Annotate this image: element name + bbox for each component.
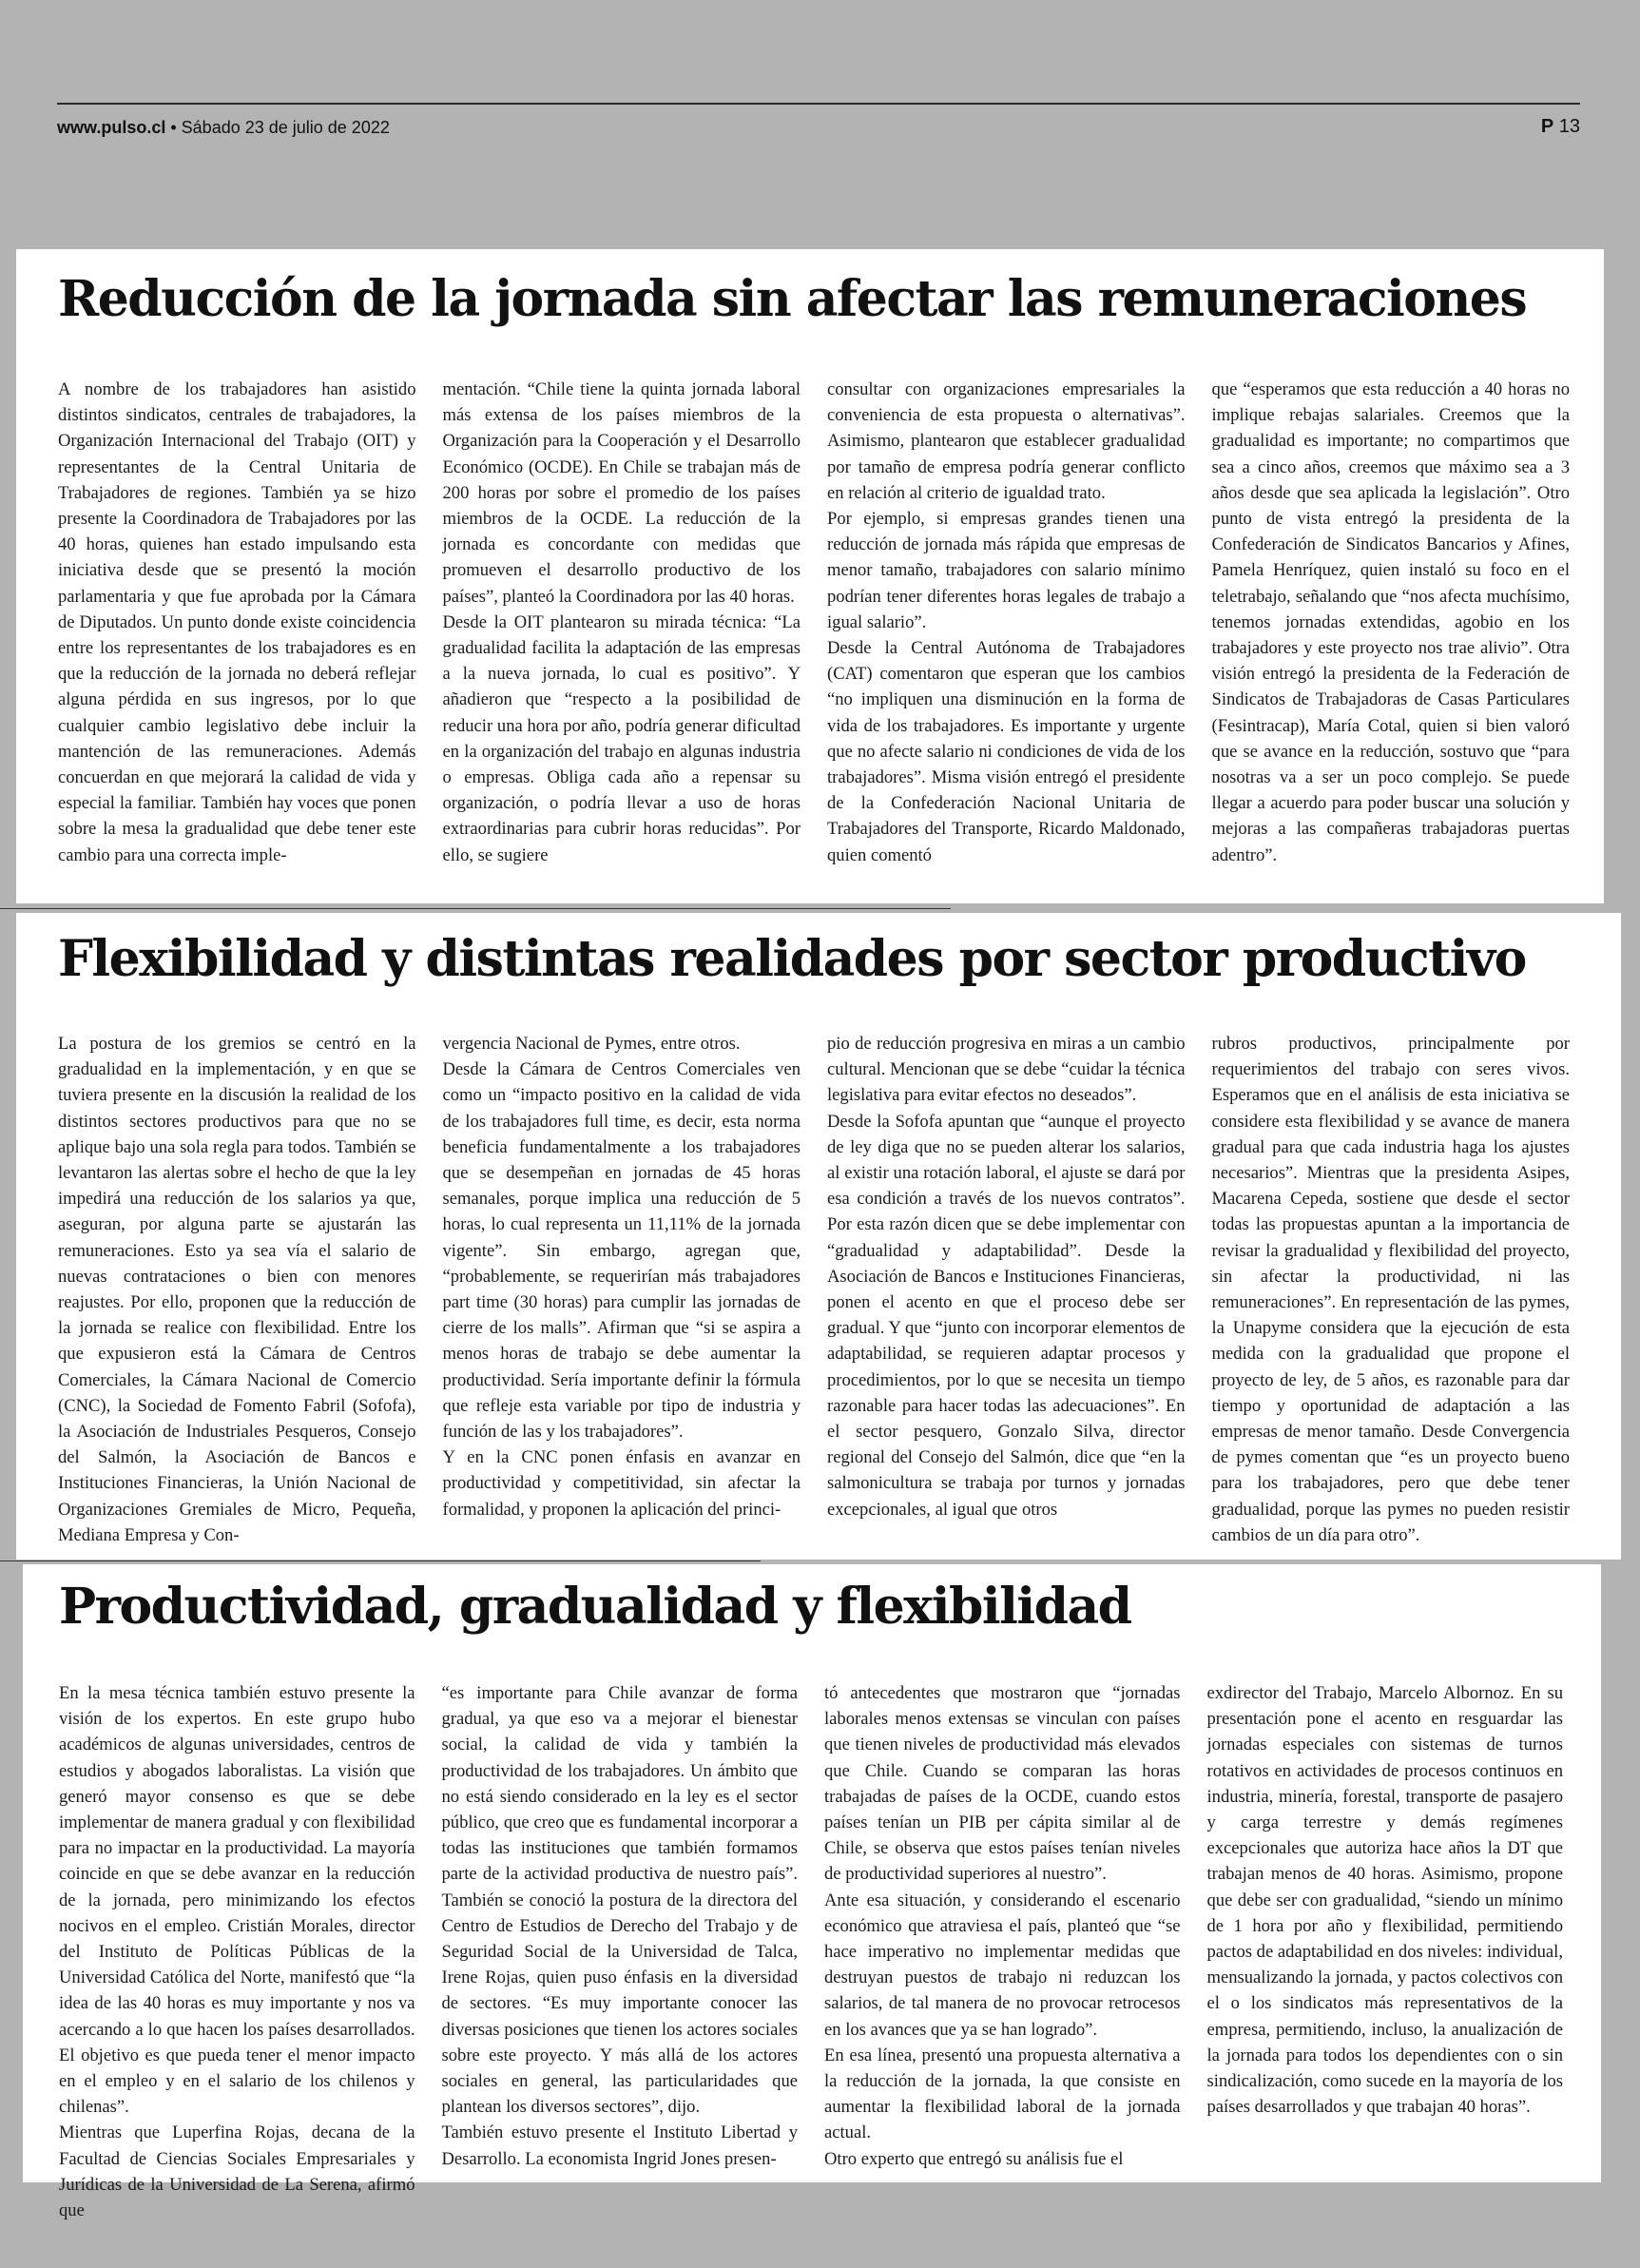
paragraph: vergencia Nacional de Pymes, entre otros. xyxy=(442,1034,741,1054)
page-header xyxy=(57,103,1580,137)
article-2-title: Flexibilidad y distintas realidades por sector productivo xyxy=(58,930,1526,988)
article-3-column-3 xyxy=(824,1680,1181,2223)
paragraph: rubros productivos, principalmente por requerimientos del trabajo con seres vivos. Esperamos que en el análisis de esta iniciativa se considere esta flexibilidad y se avance de manera gradual para que cada industria haga los ajustes necesarios”. Mientras que la presidenta Asipes, Macarena Cepeda, sostiene que desde el sector todas las propuestas apuntan a la importancia de revisar la gradualidad y flexibilidad del proyecto, sin afectar la productividad, ni las remuneraciones”. En representación de las pymes, la Unapyme considera que la ejecución de esta medida con la gradualidad que propone el proyecto de ley, de 5 años, es razonable para dar tiempo y oportunidad de adaptación a las empresas de menor tamaño. Desde Convergencia de pymes comentan que “es un proyecto bueno para los trabajadores, pero que debe tener gradualidad, porque las pymes no pueden resistir cambios de un día para otro”. xyxy=(1211,1034,1570,1545)
paragraph: Desde la OIT plantearon su mirada técnica: “La gradualidad facilita la adaptación de las empresas a la nueva jornada, lo cual es positivo”. Y añadieron que “respecto a la posibilidad de reducir una hora por año, podría generar dificultad en la organización del trabajo en algunas industria o empresas. Obliga cada año a repensar su organización, o podría llevar a uso de horas extraordinarias para cubrir horas reducidas”. Por ello, se sugiere xyxy=(442,611,801,865)
article-3-title: Productividad, gradualidad y flexibilidad xyxy=(59,1578,1131,1636)
page-number xyxy=(1541,116,1580,138)
paragraph: Desde la Sofofa apuntan que “aunque el proyecto de ley diga que no se pueden alterar los salarios, al existir una rotación laboral, el ajuste se dará por esa condición a través de los nuevos contratos”. Por esta razón dicen que se debe implementar con “gradualidad y adaptabilidad”. Desde la Asociación de Bancos e Instituciones Financieras, ponen el acento en que el proceso debe ser gradual. Y que “junto con incorporar elementos de adaptabilidad, se requieren adaptar procesos y procedimientos, por lo que se necesita un tiempo razonable para hacer todas las adecuaciones”. En el sector pesquero, Gonzalo Silva, director regional del Consejo del Salmón, dice que “en la salmonicultura se trabaja por turnos y jornadas excepcionales, al igual que otros xyxy=(827,1111,1186,1520)
paragraph: consultar con organizaciones empresariales la conveniencia de esta propuesta o alternativas”. Asimismo, plantearon que establecer gradualidad por tamaño de empresa podría generar conflicto en relación al criterio de igualdad trato. xyxy=(827,379,1186,503)
paragraph: Otro experto que entregó su análisis fue el xyxy=(824,2148,1124,2169)
paragraph: Por ejemplo, si empresas grandes tienen una reducción de jornada más rápida que empresas de menor tamaño, trabajadores con salario mínimo podrían tener diferentes horas legales de trabajo a igual salario”. xyxy=(827,509,1186,632)
article-2-column-1 xyxy=(58,1031,416,1548)
page-letter: P xyxy=(1540,116,1554,137)
article-1-columns xyxy=(58,377,1570,868)
article-2-column-3 xyxy=(827,1031,1186,1548)
site-url[interactable]: www.pulso.cl xyxy=(57,118,166,137)
paragraph: Y en la CNC ponen énfasis en avanzar en productividad y competitividad, sin afectar la formalidad, y proponen la aplicación del princi- xyxy=(442,1447,801,1520)
article-3-column-4 xyxy=(1207,1680,1564,2223)
article-1-column-4 xyxy=(1212,377,1571,868)
article-1-column-3 xyxy=(827,377,1186,868)
article-1-column-2 xyxy=(443,377,801,868)
article-1-column-1 xyxy=(58,377,416,868)
header-meta xyxy=(57,118,390,138)
paragraph: Ante esa situación, y considerando el escenario económico que atraviesa el país, planteó que “se hace imperativo no implementar medidas que destruyan puestos de trabajo ni reduzcan los salarios, de tal manera de no provocar retrocesos en los avances que ya se han logrado”. xyxy=(824,1890,1181,2040)
article-2-columns xyxy=(58,1031,1570,1548)
paragraph: pio de reducción progresiva en miras a un cambio cultural. Mencionan que se debe “cuidar la técnica legislativa para evitar efectos no deseados”. xyxy=(827,1034,1186,1106)
article-3-column-1 xyxy=(59,1680,415,2223)
section-divider xyxy=(0,908,951,909)
paragraph: En esa línea, presentó una propuesta alternativa a la reducción de la jornada, la que consiste en aumentar la flexibilidad laboral de la jornada actual. xyxy=(824,2045,1181,2143)
paragraph: Desde la Central Autónoma de Trabajadores (CAT) comentaron que esperan que los cambios “no impliquen una disminución en la forma de vida de los trabajadores. Es importante y urgente que no afecte salario ni condiciones de vida de los trabajadores”. Misma visión entregó el presidente de la Confederación Nacional Unitaria de Trabajadores del Transporte, Ricardo Maldonado, quien comentó xyxy=(827,638,1186,865)
article-1-title: Reducción de la jornada sin afectar las remuneraciones xyxy=(58,270,1527,328)
paragraph: tó antecedentes que mostraron que “jornadas laborales menos extensas se vinculan con países que tienen niveles de productividad más elevados que Chile. Cuando se comparan las horas trabajadas de países de la OCDE, cuando estos países tenían un PIB per cápita similar al de Chile, se observa que estos países tenían niveles de productividad superiores al nuestro”. xyxy=(824,1683,1181,1885)
article-3-column-2 xyxy=(442,1680,799,2223)
paragraph: Desde la Cámara de Centros Comerciales ven como un “impacto positivo en la calidad de vida de los trabajadores full time, es decir, esta norma beneficia fundamentalmente a los trabajadores que se desempeñan en jornadas de 45 horas semanales, porque implica una reducción de 5 horas, lo cual representa un 11,11% de la jornada vigente”. Sin embargo, agregan que, “probablemente, se requerirían más trabajadores part time (30 horas) para cumplir las jornadas de cierre de los malls”. Afirman que “si se aspira a menos horas de trabajo se debe aumentar la productividad. Sería importante definir la fórmula que refleje esta variable por tipo de industria y función de las y los trabajadores”. xyxy=(442,1059,801,1443)
paragraph: En la mesa técnica también estuvo presente la visión de los expertos. En este grupo hubo académicos de algunas universidades, centros de estudios y abogados laboralistas. La visión que generó mayor consenso es que se debe implementar de manera gradual y con flexibilidad para no impactar en la productividad. La mayoría coincide en que se debe avanzar en la reducción de la jornada, pero minimizando los efectos nocivos en el empleo. Cristián Morales, director del Instituto de Políticas Públicas de la Universidad Católica del Norte, manifestó que “la idea de las 40 horas es muy importante y nos va acercando a lo que hacen los países desarrollados. El objetivo es que pueda tener el menor impacto en el empleo y en el salario de los chilenos y chilenas”. xyxy=(59,1683,415,2118)
article-3-columns xyxy=(59,1680,1563,2223)
article-2 xyxy=(16,913,1621,1560)
page-number-value: 13 xyxy=(1558,116,1580,137)
paragraph: “es importante para Chile avanzar de forma gradual, ya que eso va a mejorar el bienestar social, la calidad de vida y también la productividad de los trabajadores. Un ámbito que no está siendo considerado en la ley es el sector público, que creo que es fundamental incorporar a todas las instituciones que también formamos parte de la actividad productiva de nuestro país”. También se conoció la postura de la directora del Centro de Estudios de Derecho del Trabajo y de Seguridad Social de la Universidad de Talca, Irene Rojas, quien puso énfasis en la diversidad de sectores. “Es muy importante conocer las diversas posiciones que tienen los actores sociales sobre este proyecto. Y más allá de los actores sociales en general, las particularidades que plantean los diversos sectores”, dijo. xyxy=(441,1683,798,2118)
publication-date: • Sábado 23 de julio de 2022 xyxy=(165,118,390,137)
section-divider xyxy=(0,1560,761,1561)
paragraph: que “esperamos que esta reducción a 40 horas no implique rebajas salariales. Creemos que la gradualidad es importante; no compartimos que sea a cinco años, creemos que máximo sea a 3 años desde que sea aplicada la legislación”. Otro punto de vista entregó la presidenta de la Confederación de Sindicatos Bancarios y Afines, Pamela Henríquez, quien instaló su foco en el teletrabajo, señalando que “nos afecta muchísimo, tenemos jornadas extendidas, agobio en los trabajadores y este proyecto nos trae alivio”. Otra visión entregó la presidenta de la Federación de Sindicatos de Trabajadoras de Casas Particulares (Fesintracap), María Cotal, quien si bien valoró que se avance en la reducción, sostuvo que “para nosotras va a ser un poco complejo. Se puede llegar a acuerdo para poder buscar una solución y mejoras a las compañeras trabajadoras puertas adentro”. xyxy=(1211,379,1570,865)
paragraph: exdirector del Trabajo, Marcelo Albornoz. En su presentación pone el acento en resguardar las jornadas especiales con sistemas de turnos rotativos en actividades de procesos continuos en industria, minería, forestal, transporte de pasajero y carga terrestre y demás regímenes excepcionales que autoriza hace años la DT que trabajan menos de 40 horas. Asimismo, propone que debe ser con gradualidad, “siendo un mínimo de 1 hora por año y flexibilidad, permitiendo pactos de adaptabilidad en dos niveles: individual, mensualizando la jornada, y pactos colectivos con el o los sindicatos más representativos de la empresa, permitiendo, incluso, la anualización de la jornada para todos los dependientes con o sin sindicalización, como sucede en la mayoría de los países desarrollados y que trabajan 40 horas”. xyxy=(1206,1683,1563,2118)
paragraph: La postura de los gremios se centró en la gradualidad en la implementación, y en que se tuviera presente en la discusión la realidad de los distintos sectores productivos para que no se aplique bajo una sola regla para todos. También se levantaron las alertas sobre el hecho de que la ley impedirá una reducción de los salarios ya que, aseguran, por alguna parte se ajustarán las remuneraciones. Esto ya sea vía el salario de nuevas contrataciones o bien con menores reajustes. Por ello, proponen que la reducción de la jornada se realice con flexibilidad. Entre los que expusieron está la Cámara de Centros Comerciales, la Cámara Nacional de Comercio (CNC), la Sociedad de Fomento Fabril (Sofofa), la Asociación de Industriales Pesqueros, Consejo del Salmón, la Asociación de Bancos e Instituciones Financieras, la Unión Nacional de Organizaciones Gremiales de Micro, Pequeña, Mediana Empresa y Con- xyxy=(58,1034,416,1545)
paragraph: mentación. “Chile tiene la quinta jornada laboral más extensa de los países miembros de la Organización para la Cooperación y el Desarrollo Económico (OCDE). En Chile se trabajan más de 200 horas por sobre el promedio de los países miembros de la OCDE. La reducción de la jornada es concordante con medidas que promueven el desarrollo productivo de los países”, planteó la Coordinadora por las 40 horas. xyxy=(442,379,801,607)
paragraph: También estuvo presente el Instituto Libertad y Desarrollo. La economista Ingrid Jones presen- xyxy=(441,2123,798,2169)
paragraph: Mientras que Luperfina Rojas, decana de la Facultad de Ciencias Sociales Empresariales y Jurídicas de la Universidad de La Serena, afirmó que xyxy=(59,2123,415,2221)
article-3 xyxy=(23,1564,1601,2221)
article-2-column-4 xyxy=(1212,1031,1571,1548)
paragraph: A nombre de los trabajadores han asistido distintos sindicatos, centrales de trabajadores, la Organización Internacional del Trabajo (OIT) y representantes de la Central Unitaria de Trabajadores de regiones. También ya se hizo presente la Coordinadora de Trabajadores por las 40 horas, quienes han estado impulsando esta iniciativa desde que se presentó la moción parlamentaria y que fue aprobada por la Cámara de Diputados. Un punto donde existe coincidencia entre los representantes de los trabajadores es en que la reducción de la jornada no deberá reflejar alguna pérdida en sus ingresos, por lo que cualquier cambio legislativo debe incluir la mantención de las remuneraciones. Además concuerdan en que mejorará la calidad de vida y especial la familiar. También hay voces que ponen sobre la mesa la gradualidad que debe tener este cambio para una correcta imple- xyxy=(58,379,416,865)
article-1 xyxy=(16,249,1604,903)
article-2-column-2 xyxy=(443,1031,801,1548)
